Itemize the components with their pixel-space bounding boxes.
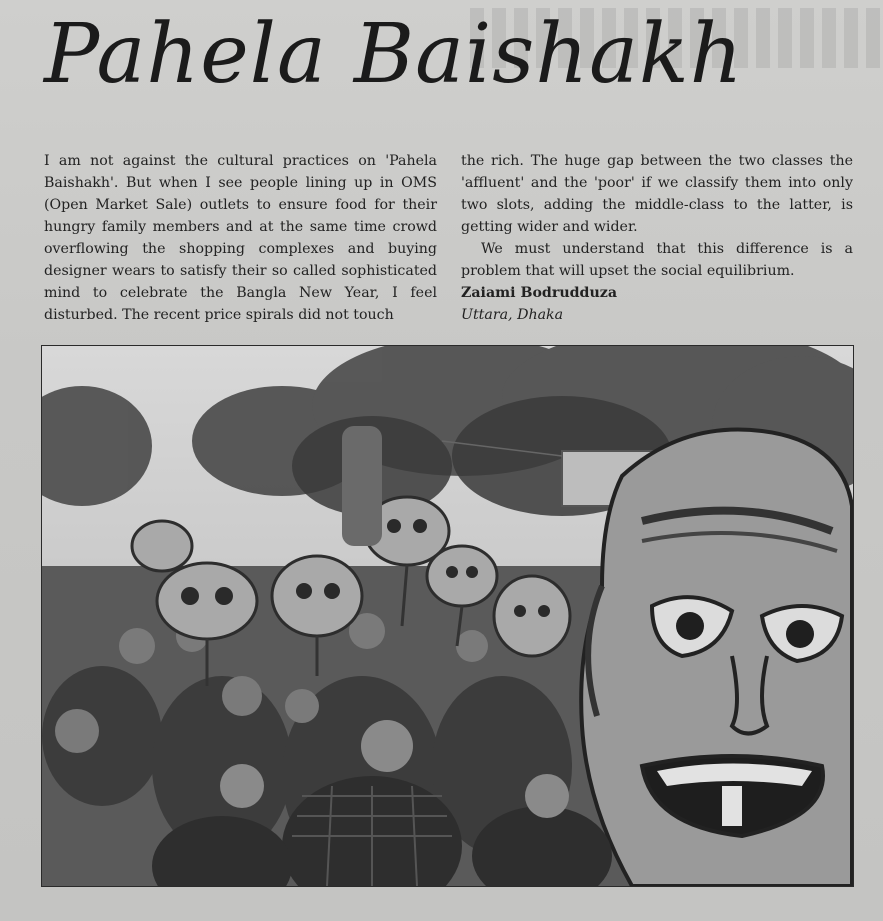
crowd-with-masks-icon (42, 346, 853, 886)
right-column-text-2: We must understand that this difference is a problem that will upset the social equilibrium. (461, 241, 853, 279)
author-name: Zaiami Bodrudduza (461, 285, 618, 301)
left-column-text: I am not against the cultural practices on 'Pahela Baishakh'. But when I see people lining up in OMS (Open Market Sale) outlets to ensure food for their hungry family members and at the same time crowd overflowing the shopping complexes and buying designer wears to satisfy their so called sophisticated mind to celebrate the Bangla New Year, I feel disturbed. The recent price spirals did not touch (44, 153, 437, 323)
right-column-text-1: the rich. The huge gap between the two classes the 'affluent' and the 'poor' if we classify them into only two slots, adding the middle-class to the latter, is getting wider and wider. (461, 153, 853, 235)
article-title: Pahela Baishakh (44, 7, 744, 102)
festival-photo (41, 345, 854, 887)
right-column (461, 150, 853, 326)
author-location: Uttara, Dhaka (461, 307, 564, 323)
left-column (44, 150, 437, 326)
